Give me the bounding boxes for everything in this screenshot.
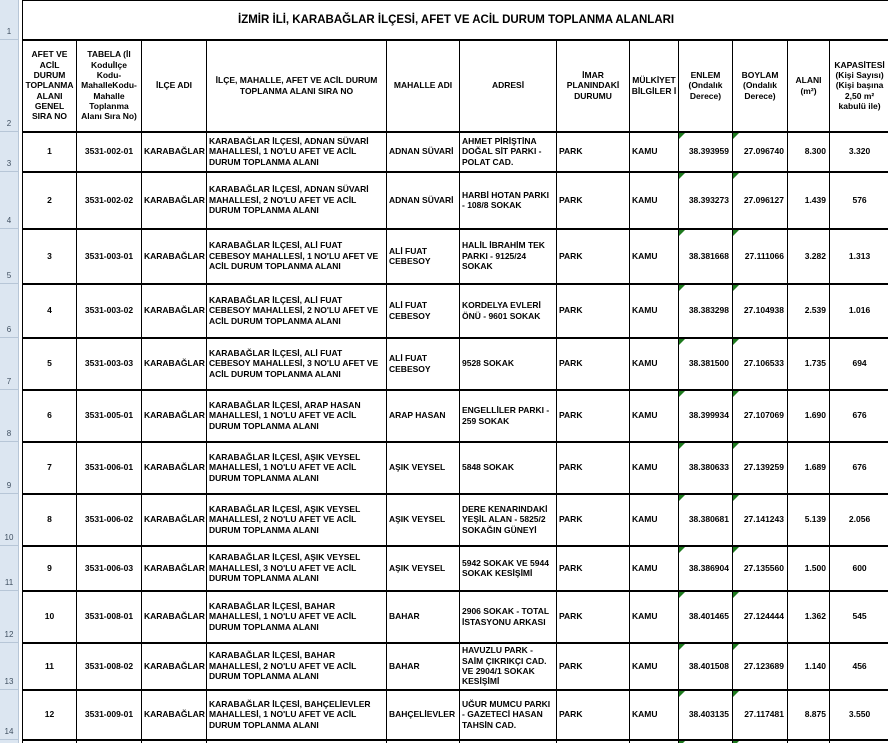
cell-ilce-adi[interactable]: KARABAĞLAR — [142, 442, 207, 494]
cell-enlem[interactable]: 38.380681 — [679, 494, 733, 546]
cell-kapasite[interactable]: 1.016 — [830, 284, 888, 338]
error-indicator-icon — [733, 644, 739, 650]
cell-sira-no[interactable]: 7 — [23, 442, 77, 494]
error-indicator-icon — [679, 133, 685, 139]
cell-sira-no[interactable]: 12 — [23, 690, 77, 740]
cell-kapasite[interactable]: 676 — [830, 442, 888, 494]
cell-mulkiyet[interactable]: KAMU — [630, 494, 679, 546]
table-row — [23, 546, 888, 591]
cell-toplanma-alani-adi[interactable] — [207, 740, 387, 743]
cell-toplanma-alani-adi[interactable]: KARABAĞLAR İLÇESİ, AŞIK VEYSEL MAHALLESİ, 1 NO'LU AFET VE ACİL DURUM TOPLANMA ALANI — [207, 442, 387, 494]
cell-boylam[interactable]: 27.123689 — [733, 643, 788, 690]
row-header-2[interactable]: 2 — [0, 40, 18, 132]
cell-mahalle-adi[interactable]: BAHAR — [387, 591, 460, 643]
sheet-title[interactable]: İZMİR İLİ, KARABAĞLAR İLÇESİ, AFET VE ACİL DURUM TOPLANMA ALANLARI — [23, 1, 888, 40]
cell-adres[interactable]: 5942 SOKAK VE 5944 SOKAK KESİŞİMİ — [460, 546, 557, 591]
cell-adres[interactable]: 9528 SOKAK — [460, 338, 557, 390]
cell-ilce-adi[interactable]: KARABAĞLAR — [142, 494, 207, 546]
row-number-gutter — [0, 0, 19, 743]
cell-toplanma-alani-adi[interactable]: KARABAĞLAR İLÇESİ, AŞIK VEYSEL MAHALLESİ, 3 NO'LU AFET VE ACİL DURUM TOPLANMA ALANI — [207, 546, 387, 591]
cell-mahalle-adi[interactable]: ALİ FUAT CEBESOY — [387, 338, 460, 390]
row-header-7[interactable]: 7 — [0, 338, 18, 390]
cell-sira-no[interactable]: 8 — [23, 494, 77, 546]
table-row — [23, 643, 888, 690]
row-header-3[interactable]: 3 — [0, 132, 18, 172]
cell-alan[interactable]: 1.140 — [788, 643, 830, 690]
cell-mulkiyet[interactable]: KAMU — [630, 643, 679, 690]
table-row — [23, 390, 888, 442]
cell-mahalle-adi[interactable] — [387, 740, 460, 743]
cell-enlem[interactable]: 38.381500 — [679, 338, 733, 390]
cell-adres[interactable]: 2906 SOKAK - TOTAL İSTASYONU ARKASI — [460, 591, 557, 643]
cell-mulkiyet[interactable]: KAMU — [630, 338, 679, 390]
cell-mahalle-adi[interactable]: ALİ FUAT CEBESOY — [387, 229, 460, 284]
cell-imar-durumu[interactable]: PARK — [557, 284, 630, 338]
cell-sira-no[interactable]: 3 — [23, 229, 77, 284]
cell-adres[interactable] — [460, 740, 557, 743]
cell-adres[interactable]: AHMET PİRİŞTİNA DOĞAL SİT PARKI - POLAT CAD. — [460, 132, 557, 172]
col-header-adres[interactable]: ADRESİ — [460, 40, 557, 132]
error-indicator-icon — [679, 339, 685, 345]
cell-boylam[interactable]: 27.096740 — [733, 132, 788, 172]
cell-boylam[interactable]: 27.124444 — [733, 591, 788, 643]
cell-alan[interactable]: 1.500 — [788, 546, 830, 591]
cell-ilce-adi[interactable]: KARABAĞLAR — [142, 390, 207, 442]
cell-sira-no[interactable]: 4 — [23, 284, 77, 338]
cell-adres[interactable]: 5848 SOKAK — [460, 442, 557, 494]
row-header-11[interactable]: 11 — [0, 546, 18, 591]
cell-tabela[interactable]: 3531-003-02 — [77, 284, 142, 338]
cell-mulkiyet[interactable]: KAMU — [630, 591, 679, 643]
cell-tabela[interactable]: 3531-009-01 — [77, 690, 142, 740]
cell-toplanma-alani-adi[interactable]: KARABAĞLAR İLÇESİ, BAHAR MAHALLESİ, 1 NO'LU AFET VE ACİL DURUM TOPLANMA ALANI — [207, 591, 387, 643]
cell-boylam[interactable]: 27.104938 — [733, 284, 788, 338]
error-indicator-icon — [733, 547, 739, 553]
cell-kapasite[interactable]: 694 — [830, 338, 888, 390]
cell-sira-no[interactable]: 1 — [23, 132, 77, 172]
cell-ilce-adi[interactable] — [142, 740, 207, 743]
cell-imar-durumu[interactable]: PARK — [557, 338, 630, 390]
cell-enlem[interactable]: 38.381668 — [679, 229, 733, 284]
table-row — [23, 591, 888, 643]
cell-alan[interactable]: 1.735 — [788, 338, 830, 390]
col-header-mahalle[interactable]: MAHALLE ADI — [387, 40, 460, 132]
cell-tabela[interactable]: 3531-008-02 — [77, 643, 142, 690]
error-indicator-icon — [679, 173, 685, 179]
cell-alan[interactable]: 1.362 — [788, 591, 830, 643]
cell-mahalle-adi[interactable]: AŞIK VEYSEL — [387, 442, 460, 494]
error-indicator-icon — [733, 230, 739, 236]
cell-mahalle-adi[interactable]: ADNAN SÜVARİ — [387, 172, 460, 229]
cell-toplanma-alani-adi[interactable]: KARABAĞLAR İLÇESİ, ALİ FUAT CEBESOY MAHALLESİ, 1 NO'LU AFET VE ACİL DURUM TOPLANMA ALANI — [207, 229, 387, 284]
row-header-5[interactable]: 5 — [0, 229, 18, 284]
cell-enlem[interactable]: 38.401508 — [679, 643, 733, 690]
title-row — [23, 1, 888, 40]
cell-imar-durumu[interactable]: PARK — [557, 591, 630, 643]
cell-enlem[interactable]: 38.380633 — [679, 442, 733, 494]
row-header-13[interactable]: 13 — [0, 643, 18, 690]
cell-ilce-adi[interactable]: KARABAĞLAR — [142, 546, 207, 591]
cell-imar-durumu[interactable]: PARK — [557, 172, 630, 229]
cell-enlem[interactable] — [679, 740, 733, 743]
cell-boylam[interactable]: 27.141243 — [733, 494, 788, 546]
error-indicator-icon — [733, 133, 739, 139]
cell-alan[interactable]: 3.282 — [788, 229, 830, 284]
cell-toplanma-alani-adi[interactable]: KARABAĞLAR İLÇESİ, BAHÇELİEVLER MAHALLESİ, 1 NO'LU AFET VE ACİL DURUM TOPLANMA ALANI — [207, 690, 387, 740]
cell-mahalle-adi[interactable]: BAHAR — [387, 643, 460, 690]
cell-alan[interactable]: 2.539 — [788, 284, 830, 338]
cell-sira-no[interactable]: 5 — [23, 338, 77, 390]
header-row — [23, 40, 888, 132]
cell-ilce-adi[interactable]: KARABAĞLAR — [142, 284, 207, 338]
cell-toplanma-alani-adi[interactable]: KARABAĞLAR İLÇESİ, ADNAN SÜVARİ MAHALLESİ, 1 NO'LU AFET VE ACİL DURUM TOPLANMA ALANI — [207, 132, 387, 172]
cell-alan[interactable]: 8.300 — [788, 132, 830, 172]
cell-mahalle-adi[interactable]: BAHÇELİEVLER — [387, 690, 460, 740]
error-indicator-icon — [679, 495, 685, 501]
cell-mulkiyet[interactable]: KAMU — [630, 390, 679, 442]
col-header-kapasite[interactable]: KAPASİTESİ (Kişi Sayısı) (Kişi başına 2,50 m² kabulü ile) — [830, 40, 888, 132]
cell-toplanma-alani-adi[interactable]: KARABAĞLAR İLÇESİ, BAHAR MAHALLESİ, 2 NO'LU AFET VE ACİL DURUM TOPLANMA ALANI — [207, 643, 387, 690]
cell-ilce-adi[interactable]: KARABAĞLAR — [142, 591, 207, 643]
cell-tabela[interactable]: 3531-003-01 — [77, 229, 142, 284]
cell-alan[interactable] — [788, 740, 830, 743]
cell-tabela[interactable]: 3531-006-03 — [77, 546, 142, 591]
cell-sira-no[interactable]: 10 — [23, 591, 77, 643]
error-indicator-icon — [733, 443, 739, 449]
cell-enlem[interactable]: 38.393273 — [679, 172, 733, 229]
cell-ilce-adi[interactable]: KARABAĞLAR — [142, 338, 207, 390]
table-row — [23, 229, 888, 284]
cell-enlem[interactable]: 38.403135 — [679, 690, 733, 740]
error-indicator-icon — [679, 547, 685, 553]
cell-mahalle-adi[interactable]: ADNAN SÜVARİ — [387, 132, 460, 172]
col-header-no[interactable]: AFET VE ACİL DURUM TOPLANMA ALANI GENEL SIRA NO — [23, 40, 77, 132]
col-header-tabela[interactable]: TABELA (İl Koduİlçe Kodu-MahalleKodu-Mahalle Toplanma Alanı Sıra No) — [77, 40, 142, 132]
col-header-boylam[interactable]: BOYLAM (Ondalık Derece) — [733, 40, 788, 132]
cell-enlem[interactable]: 38.386904 — [679, 546, 733, 591]
cell-adres[interactable]: ENGELLİLER PARKI - 259 SOKAK — [460, 390, 557, 442]
cell-ilce-adi[interactable]: KARABAĞLAR — [142, 229, 207, 284]
cell-mulkiyet[interactable]: KAMU — [630, 690, 679, 740]
cell-toplanma-alani-adi[interactable]: KARABAĞLAR İLÇESİ, AŞIK VEYSEL MAHALLESİ, 2 NO'LU AFET VE ACİL DURUM TOPLANMA ALANI — [207, 494, 387, 546]
cell-mulkiyet[interactable]: KAMU — [630, 132, 679, 172]
cell-enlem[interactable]: 38.401465 — [679, 591, 733, 643]
error-indicator-icon — [679, 592, 685, 598]
cell-toplanma-alani-adi[interactable]: KARABAĞLAR İLÇESİ, ARAP HASAN MAHALLESİ, 1 NO'LU AFET VE ACİL DURUM TOPLANMA ALANI — [207, 390, 387, 442]
cell-adres[interactable]: UĞUR MUMCU PARKI - GAZETECİ HASAN TAHSİN CAD. — [460, 690, 557, 740]
cell-alan[interactable]: 1.439 — [788, 172, 830, 229]
cell-imar-durumu[interactable]: PARK — [557, 690, 630, 740]
cell-adres[interactable]: DERE KENARINDAKİ YEŞİL ALAN - 5825/2 SOKAĞIN GÜNEYİ — [460, 494, 557, 546]
error-indicator-icon — [733, 495, 739, 501]
error-indicator-icon — [733, 173, 739, 179]
col-header-mulkiyet[interactable]: MÜLKİYET BİLGİLER İ — [630, 40, 679, 132]
cell-boylam[interactable]: 27.117481 — [733, 690, 788, 740]
cell-boylam[interactable]: 27.111066 — [733, 229, 788, 284]
row-header-1[interactable]: 1 — [0, 0, 18, 40]
cell-kapasite[interactable]: 3.320 — [830, 132, 888, 172]
cell-alan[interactable]: 1.689 — [788, 442, 830, 494]
table-row-partial — [23, 740, 888, 743]
row-header-14[interactable]: 14 — [0, 690, 18, 740]
cell-toplanma-alani-adi[interactable]: KARABAĞLAR İLÇESİ, ALİ FUAT CEBESOY MAHALLESİ, 2 NO'LU AFET VE ACİL DURUM TOPLANMA ALANI — [207, 284, 387, 338]
cell-adres[interactable]: HALİL İBRAHİM TEK PARKI - 9125/24 SOKAK — [460, 229, 557, 284]
cell-kapasite[interactable]: 545 — [830, 591, 888, 643]
cell-mahalle-adi[interactable]: AŞIK VEYSEL — [387, 494, 460, 546]
error-indicator-icon — [679, 230, 685, 236]
cell-tabela[interactable]: 3531-006-01 — [77, 442, 142, 494]
cell-kapasite[interactable]: 3.550 — [830, 690, 888, 740]
row-header-8[interactable]: 8 — [0, 390, 18, 442]
cell-enlem[interactable]: 38.393959 — [679, 132, 733, 172]
table-row — [23, 172, 888, 229]
cell-boylam[interactable]: 27.139259 — [733, 442, 788, 494]
cell-tabela[interactable]: 3531-005-01 — [77, 390, 142, 442]
cell-mahalle-adi[interactable]: AŞIK VEYSEL — [387, 546, 460, 591]
cell-sira-no[interactable]: 2 — [23, 172, 77, 229]
cell-sira-no[interactable]: 9 — [23, 546, 77, 591]
cell-boylam[interactable]: 27.096127 — [733, 172, 788, 229]
cell-boylam[interactable] — [733, 740, 788, 743]
table-row — [23, 132, 888, 172]
error-indicator-icon — [679, 285, 685, 291]
cell-mulkiyet[interactable]: KAMU — [630, 546, 679, 591]
cell-mahalle-adi[interactable]: ARAP HASAN — [387, 390, 460, 442]
cell-imar-durumu[interactable]: PARK — [557, 546, 630, 591]
col-header-ilce[interactable]: İLÇE ADI — [142, 40, 207, 132]
table-row — [23, 442, 888, 494]
cell-kapasite[interactable]: 2.056 — [830, 494, 888, 546]
row-header-6[interactable]: 6 — [0, 284, 18, 338]
cell-imar-durumu[interactable]: PARK — [557, 643, 630, 690]
error-indicator-icon — [733, 691, 739, 697]
cell-tabela[interactable] — [77, 740, 142, 743]
cell-kapasite[interactable]: 456 — [830, 643, 888, 690]
error-indicator-icon — [733, 391, 739, 397]
cell-tabela[interactable]: 3531-003-03 — [77, 338, 142, 390]
cell-ilce-adi[interactable]: KARABAĞLAR — [142, 690, 207, 740]
error-indicator-icon — [733, 339, 739, 345]
cell-imar-durumu[interactable]: PARK — [557, 229, 630, 284]
cell-alan[interactable]: 5.139 — [788, 494, 830, 546]
col-header-imar[interactable]: İMAR PLANINDAKİ DURUMU — [557, 40, 630, 132]
cell-mulkiyet[interactable]: KAMU — [630, 284, 679, 338]
cell-adres[interactable]: KORDELYA EVLERİ ÖNÜ - 9601 SOKAK — [460, 284, 557, 338]
col-header-alan[interactable]: ALANI (m²) — [788, 40, 830, 132]
cell-mulkiyet[interactable]: KAMU — [630, 172, 679, 229]
cell-kapasite[interactable]: 1.313 — [830, 229, 888, 284]
cell-enlem[interactable]: 38.399934 — [679, 390, 733, 442]
cell-boylam[interactable]: 27.107069 — [733, 390, 788, 442]
cell-mulkiyet[interactable] — [630, 740, 679, 743]
cell-tabela[interactable]: 3531-008-01 — [77, 591, 142, 643]
cell-ilce-adi[interactable]: KARABAĞLAR — [142, 643, 207, 690]
cell-enlem[interactable]: 38.383298 — [679, 284, 733, 338]
cell-sira-no[interactable]: 6 — [23, 390, 77, 442]
cell-mahalle-adi[interactable]: ALİ FUAT CEBESOY — [387, 284, 460, 338]
cell-mulkiyet[interactable]: KAMU — [630, 442, 679, 494]
cell-kapasite[interactable] — [830, 740, 888, 743]
cell-imar-durumu[interactable]: PARK — [557, 132, 630, 172]
cell-imar-durumu[interactable]: PARK — [557, 494, 630, 546]
cell-adres[interactable]: HAVUZLU PARK - SAİM ÇIKRIKÇI CAD. VE 2904/1 SOKAK KESİŞİMİ — [460, 643, 557, 690]
row-header-12[interactable]: 12 — [0, 591, 18, 643]
cell-imar-durumu[interactable] — [557, 740, 630, 743]
cell-alan[interactable]: 1.690 — [788, 390, 830, 442]
table-row — [23, 338, 888, 390]
error-indicator-icon — [733, 285, 739, 291]
row-header-10[interactable]: 10 — [0, 494, 18, 546]
cell-ilce-adi[interactable]: KARABAĞLAR — [142, 132, 207, 172]
cell-kapasite[interactable]: 676 — [830, 390, 888, 442]
cell-toplanma-alani-adi[interactable]: KARABAĞLAR İLÇESİ, ADNAN SÜVARİ MAHALLESİ, 2 NO'LU AFET VE ACİL DURUM TOPLANMA ALANI — [207, 172, 387, 229]
cell-boylam[interactable]: 27.135560 — [733, 546, 788, 591]
row-header-4[interactable]: 4 — [0, 172, 18, 229]
cell-mulkiyet[interactable]: KAMU — [630, 229, 679, 284]
error-indicator-icon — [733, 592, 739, 598]
assembly-areas-table — [22, 0, 888, 743]
table-row — [23, 284, 888, 338]
error-indicator-icon — [679, 691, 685, 697]
table-row — [23, 690, 888, 740]
cell-sira-no[interactable] — [23, 740, 77, 743]
cell-kapasite[interactable]: 576 — [830, 172, 888, 229]
cell-adres[interactable]: HARBİ HOTAN PARKI - 108/8 SOKAK — [460, 172, 557, 229]
cell-ilce-adi[interactable]: KARABAĞLAR — [142, 172, 207, 229]
cell-tabela[interactable]: 3531-002-01 — [77, 132, 142, 172]
cell-tabela[interactable]: 3531-002-02 — [77, 172, 142, 229]
col-header-enlem[interactable]: ENLEM (Ondalık Derece) — [679, 40, 733, 132]
col-header-aciklama[interactable]: İLÇE, MAHALLE, AFET VE ACİL DURUM TOPLANMA ALANI SIRA NO — [207, 40, 387, 132]
error-indicator-icon — [679, 644, 685, 650]
cell-imar-durumu[interactable]: PARK — [557, 390, 630, 442]
cell-kapasite[interactable]: 600 — [830, 546, 888, 591]
table-row — [23, 494, 888, 546]
cell-boylam[interactable]: 27.106533 — [733, 338, 788, 390]
cell-tabela[interactable]: 3531-006-02 — [77, 494, 142, 546]
error-indicator-icon — [679, 443, 685, 449]
cell-imar-durumu[interactable]: PARK — [557, 442, 630, 494]
error-indicator-icon — [679, 391, 685, 397]
row-header-9[interactable]: 9 — [0, 442, 18, 494]
cell-toplanma-alani-adi[interactable]: KARABAĞLAR İLÇESİ, ALİ FUAT CEBESOY MAHALLESİ, 3 NO'LU AFET VE ACİL DURUM TOPLANMA ALANI — [207, 338, 387, 390]
cell-alan[interactable]: 8.875 — [788, 690, 830, 740]
cell-sira-no[interactable]: 11 — [23, 643, 77, 690]
